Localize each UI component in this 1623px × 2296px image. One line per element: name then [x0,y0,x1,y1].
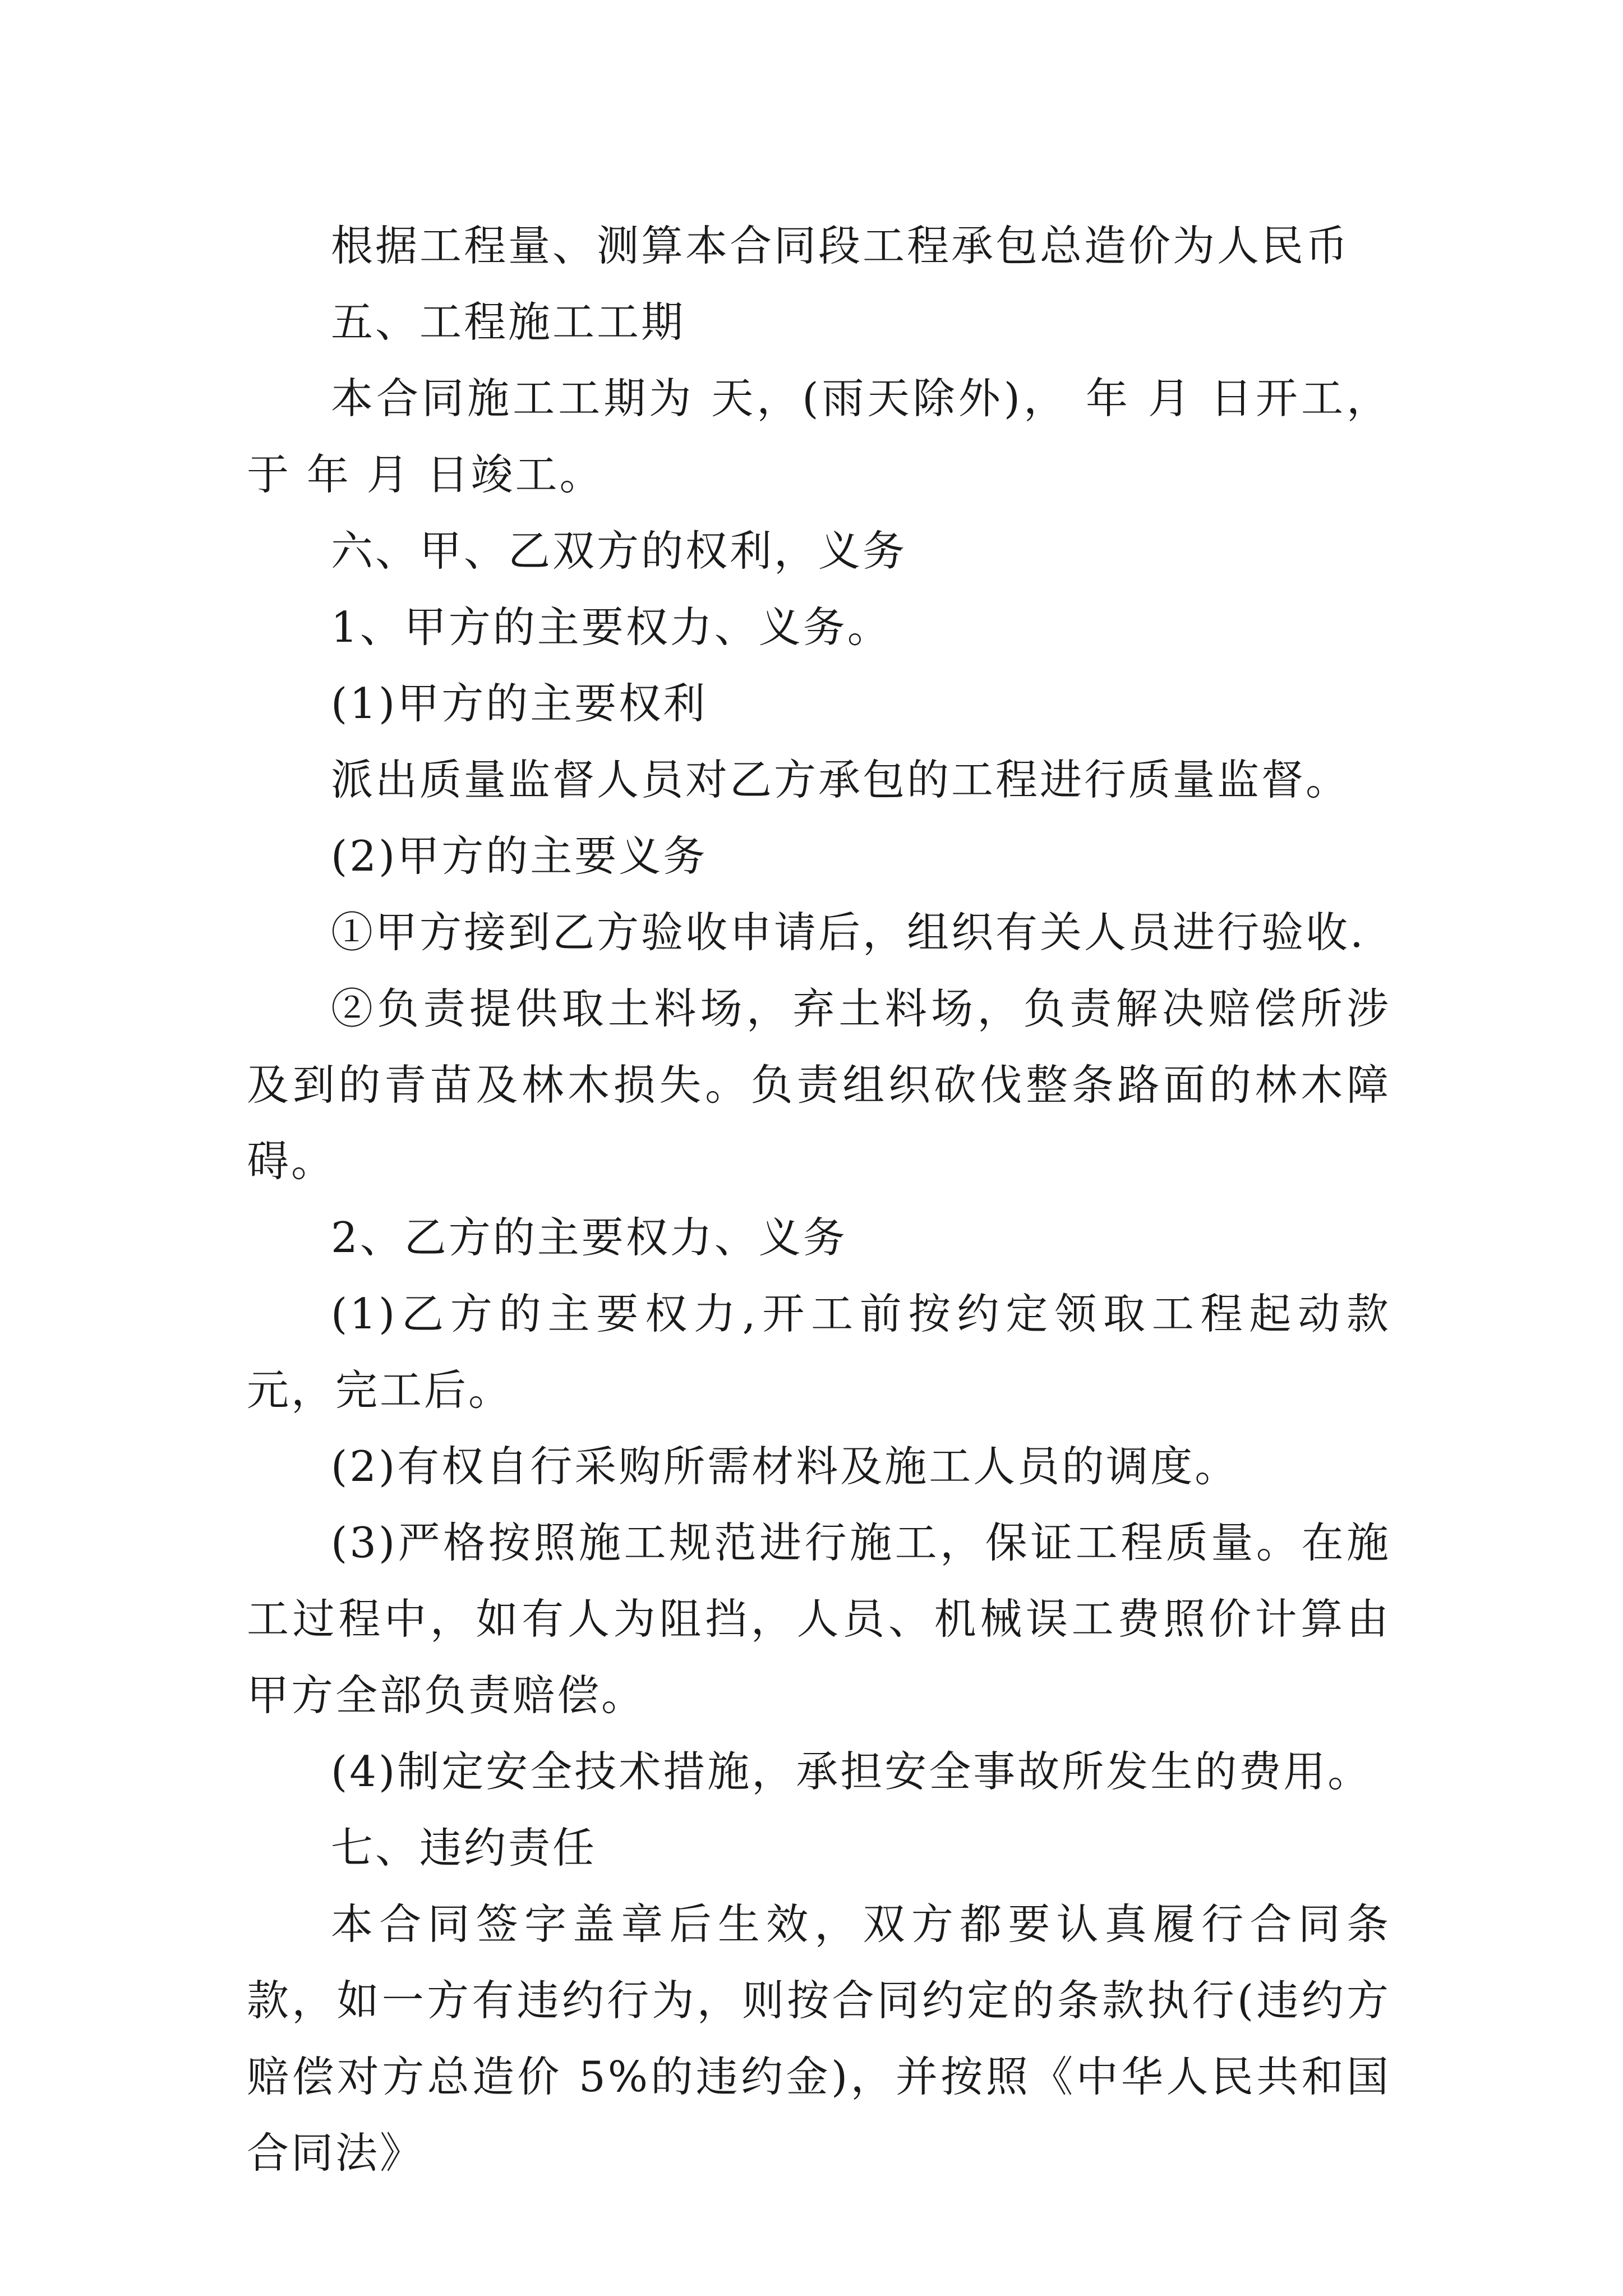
paragraph-breach-liability: 本合同签字盖章后生效，双方都要认真履行合同条款，如一方有违约行为，则按合同约定的条款执行(违约方赔偿对方总造价 5%的违约金)，并按照《中华人民共和国合同法》 [247,1899,1391,2178]
subheading-party-a-main-obligations: (2)甲方的主要义务 [331,831,708,881]
heading-rights-obligations: 六、甲、乙双方的权利，义务 [331,526,907,576]
subheading-party-a-main-rights: (1)甲方的主要权利 [331,679,708,728]
heading-construction-period: 五、工程施工工期 [331,297,686,347]
contract-body [247,208,1391,2191]
heading-breach-liability: 七、违约责任 [331,1823,597,1872]
heading-party-b-rights: 2、乙方的主要权力、义务 [331,1213,847,1262]
paragraph-party-b-start-payment: (1)乙方的主要权力,开工前按约定领取工程起动款 元，完工后。 [247,1289,1391,1415]
paragraph-procurement: (2)有权自行采购所需材料及施工人员的调度。 [331,1442,1239,1491]
paragraph-material-sites: ②负责提供取土料场，弃土料场，负责解决赔偿所涉及到的青苗及林木损失。负责组织砍伐整条路面的林木障碍。 [247,984,1391,1186]
paragraph-construction-period: 本合同施工工期为 天，(雨天除外)， 年 月 日开工，于 年 月 日竣工。 [247,374,1391,499]
heading-party-a-rights: 1、甲方的主要权力、义务。 [331,602,892,652]
paragraph-acceptance: ①甲方接到乙方验收申请后，组织有关人员进行验收. [331,908,1366,957]
paragraph-safety-measures: (4)制定安全技术措施，承担安全事故所发生的费用。 [331,1747,1372,1796]
paragraph-quality-standards: (3)严格按照施工规范进行施工，保证工程质量。在施工过程中，如有人为阻挡，人员、机械误工费照价计算由甲方全部负责赔偿。 [247,1518,1391,1720]
paragraph-total-cost: 根据工程量、测算本合同段工程承包总造价为人民币 [331,221,1350,270]
paragraph-quality-supervision: 派出质量监督人员对乙方承包的工程进行质量监督。 [331,755,1350,804]
